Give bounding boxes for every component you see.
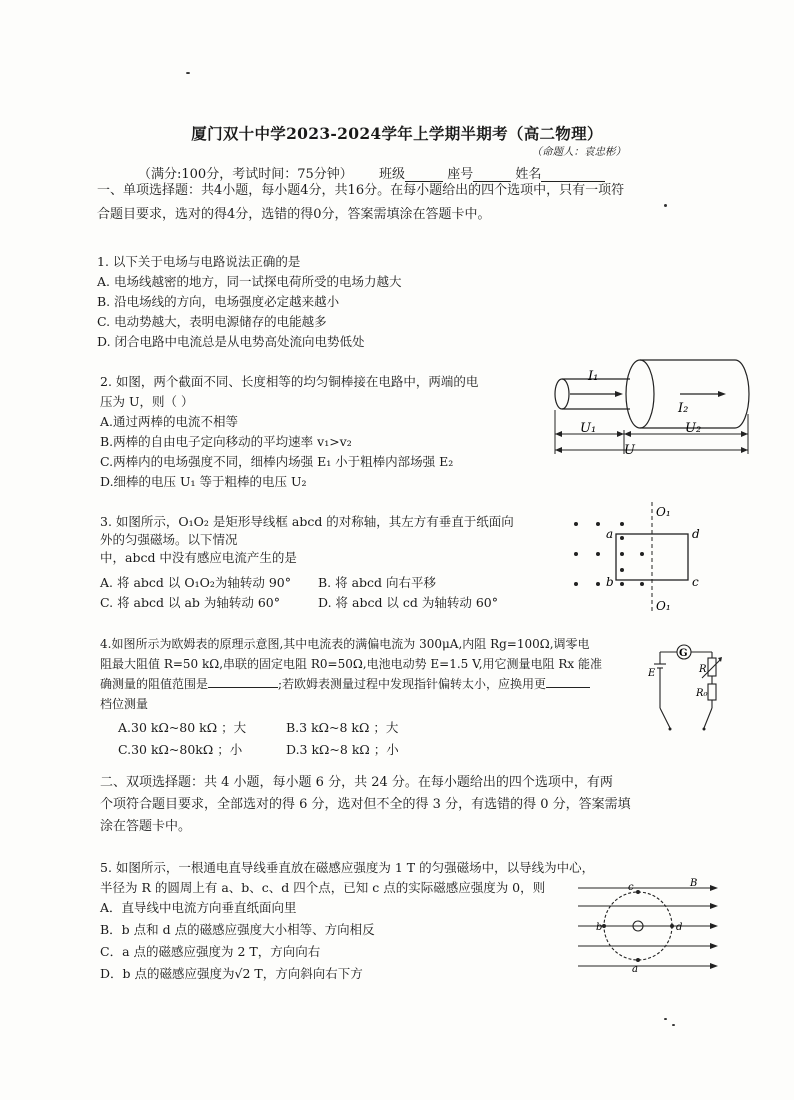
fig-label-u2: U₂ xyxy=(685,421,702,436)
q2-stem-line2: 压为 U，则（ ） xyxy=(100,394,194,409)
q4-option-a: A.30 kΩ~80 kΩ ；大 xyxy=(118,720,247,735)
fig-label-b-point: b xyxy=(596,922,603,933)
q1-option-a: A. 电场线越密的地方，同一试探电荷所受的电场力越大 xyxy=(97,274,402,289)
scan-speck xyxy=(664,204,667,207)
q4-option-c: C.30 kΩ~80kΩ ；小 xyxy=(118,742,243,757)
fig-label-c-point: c xyxy=(628,882,634,893)
q4-stem-line3 xyxy=(100,674,590,695)
scan-speck xyxy=(672,1024,675,1026)
fig-label-a: a xyxy=(606,527,614,541)
fig-label-o1-bottom: O₁ xyxy=(656,599,671,613)
fig-label-g: G xyxy=(679,648,688,659)
q5-magnetic-field-figure xyxy=(574,876,722,974)
fig-label-d-point: d xyxy=(676,922,683,933)
q4-option-d: D.3 kΩ~8 kΩ ；小 xyxy=(286,742,399,757)
q4-option-b: B.3 kΩ~8 kΩ ；大 xyxy=(286,720,399,735)
q5-stem-line2: 半径为 R 的圆周上有 a、b、c、d 四个点，已知 c 点的实际磁感应强度为 0，则 xyxy=(100,880,546,895)
fig-label-e: E xyxy=(648,668,656,679)
q5-option-b: B．b 点和 d 点的磁感应强度大小相等、方向相反 xyxy=(100,922,375,937)
scan-speck xyxy=(186,72,190,74)
q2-option-a: A.通过两棒的电流不相等 xyxy=(100,414,239,429)
scan-speck xyxy=(664,1018,667,1020)
seat-label: 座号 xyxy=(447,167,474,182)
q5-stem-line1: 5. 如图所示，一根通电直导线垂直放在磁感应强度为 1 T 的匀强磁场中，以导线为中心， xyxy=(100,860,595,875)
q1-option-b: B. 沿电场线的方向，电场强度必定越来越小 xyxy=(97,294,340,309)
q4-ohmmeter-circuit xyxy=(648,638,728,748)
q4-range-blank xyxy=(208,675,278,688)
fig-label-a-point: a xyxy=(632,964,638,974)
fig-label-o1-top: O₁ xyxy=(656,505,671,519)
q4-stem-line3a: 确测量的阻值范围是 xyxy=(100,677,209,691)
q2-option-c: C.两棒内的电场强度不同，细棒内场强 E₁ 小于粗棒内部场强 E₂ xyxy=(100,454,454,469)
q4-stem-line1: 4.如图所示为欧姆表的原理示意图,其中电流表的满偏电流为 300μA,内阻 Rg=100Ω,调零电 xyxy=(100,637,590,651)
q3-option-c: C. 将 abcd 以 ab 为轴转动 60° xyxy=(100,595,280,610)
fig-label-b-field: B xyxy=(690,878,698,889)
q4-stem-line2: 阻最大阻值 R=50 kΩ,串联的固定电阻 R0=50Ω,电池电动势 E=1.5 V,用它测量电阻 Rx 能准 xyxy=(100,657,602,671)
q5-option-a: A．直导线中电流方向垂直纸面向里 xyxy=(100,900,297,915)
q1-option-c: C. 电动势越大，表明电源储存的电能越多 xyxy=(97,314,327,329)
name-label: 姓名 xyxy=(515,167,542,182)
q2-option-b: B.两棒的自由电子定向移动的平均速率 v₁>v₂ xyxy=(100,434,352,449)
fig-label-r0: R₀ xyxy=(696,688,708,699)
q2-copper-rods-figure xyxy=(540,354,755,464)
section2-heading-line1: 二、双项选择题：共 4 小题，每小题 6 分，共 24 分。在每小题给出的四个选项中，有两 xyxy=(100,775,613,790)
fig-label-i2: I₂ xyxy=(678,401,689,416)
q3-option-a: A. 将 abcd 以 O₁O₂为轴转动 90° xyxy=(100,575,291,590)
q2-stem-line1: 2. 如图，两个截面不同、长度相等的均匀铜棒接在电路中，两端的电 xyxy=(100,374,479,389)
fig-label-b: b xyxy=(606,575,614,589)
fig-label-c: c xyxy=(692,575,699,589)
author-note: （命题人：袁忠彬） xyxy=(531,146,626,158)
q5-option-d: D．b 点的磁感应强度为√2 T，方向斜向右下方 xyxy=(100,966,363,981)
fig-label-d: d xyxy=(692,527,700,541)
q3-option-d: D. 将 abcd 以 cd 为轴转动 60° xyxy=(318,595,499,610)
exam-title: 厦门双十中学2023-2024学年上学期半期考（高二物理） xyxy=(191,124,603,143)
fig-label-r: R xyxy=(699,664,707,675)
exam-info: （满分:100分，考试时间：75分钟） xyxy=(138,167,353,182)
q3-stem-line3: 中，abcd 中没有感应电流产生的是 xyxy=(100,550,297,565)
section2-heading-line2: 个项符合题目要求，全部选对的得 6 分，选对但不全的得 3 分，有选错的得 0 分，答案需填 xyxy=(100,797,631,812)
q2-option-d: D.细棒的电压 U₁ 等于粗棒的电压 U₂ xyxy=(100,474,307,489)
q1-stem: 1. 以下关于电场与电路说法正确的是 xyxy=(97,254,301,269)
q3-stem-line2: 外的匀强磁场。以下情况 xyxy=(100,532,238,547)
section1-heading-line1: 一、单项选择题：共4小题，每小题4分，共16分。在每小题给出的四个选项中，只有一项符 xyxy=(97,183,625,198)
q4-range-switch-blank xyxy=(546,675,590,688)
section2-heading-line3: 涂在答题卡中。 xyxy=(100,819,192,834)
q1-option-d: D. 闭合电路中电流总是从电势高处流向电势低处 xyxy=(97,334,365,349)
fig-label-u1: U₁ xyxy=(580,421,597,436)
section1-heading-line2: 合题目要求，选对的得4分，选错的得0分，答案需填涂在答题卡中。 xyxy=(97,207,491,222)
fig-label-i1: I₁ xyxy=(588,369,599,384)
q5-option-c: C．a 点的磁感应强度为 2 T，方向向右 xyxy=(100,944,321,959)
q4-stem-line3b: ;若欧姆表测量过程中发现指针偏转太小，应换用更 xyxy=(278,677,547,691)
q3-option-b: B. 将 abcd 向右平移 xyxy=(318,575,437,590)
q3-stem-line1: 3. 如图所示，O₁O₂ 是矩形导线框 abcd 的对称轴，其左方有垂直于纸面向 xyxy=(100,514,514,529)
q4-stem-line4: 档位测量 xyxy=(100,697,149,711)
fig-label-u: U xyxy=(624,443,635,458)
q3-loop-figure xyxy=(566,498,716,616)
class-label: 班级 xyxy=(379,167,406,182)
